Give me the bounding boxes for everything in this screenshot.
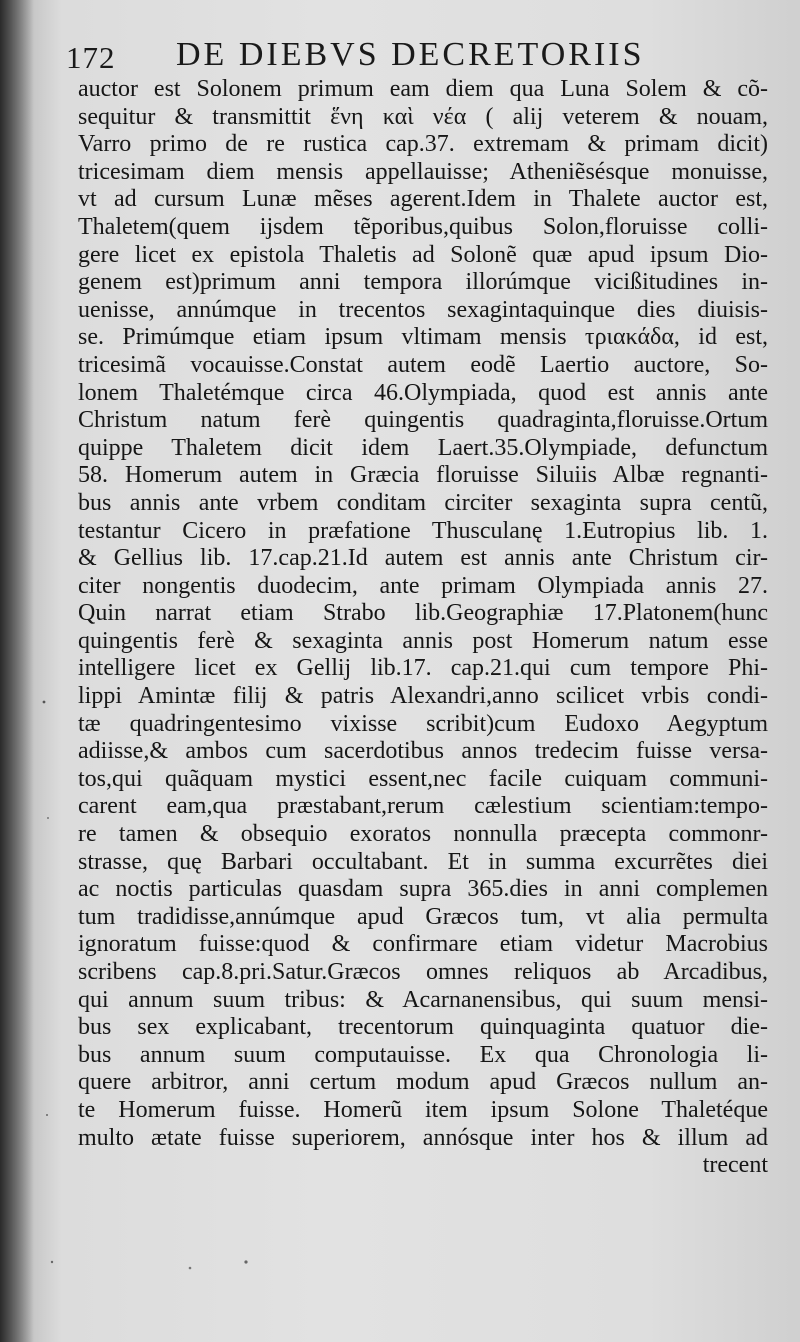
page-number: 172 — [66, 40, 116, 75]
text-line: Varro primo de re rustica cap.37. extremam & primam dicit) — [78, 131, 768, 158]
text-line: testantur Cicero in præfatione Thusculanę 1.Eutropius lib. 1. — [78, 517, 768, 544]
text-line: uenisse, annúmque in trecentos sexagintaquinque dies diuisis- — [78, 296, 768, 323]
text-line: intelligere licet ex Gellij lib.17. cap.21.qui cum tempore Phi- — [78, 655, 768, 682]
text-line: tæ quadringentesimo vixisse scribit)cum Eudoxo Aegyptum — [78, 710, 768, 737]
body-text — [78, 76, 768, 1180]
text-line: tricesimã vocauisse.Constat autem eodẽ Laertio auctore, So- — [78, 351, 768, 378]
text-line: gere licet ex epistola Thaletis ad Solonẽ quæ apud ipsum Dio- — [78, 241, 768, 268]
text-line: bus sex explicabant, trecentorum quinquaginta quatuor die- — [78, 1014, 768, 1041]
text-line: Quin narrat etiam Strabo lib.Geographiæ 17.Platonem(hunc — [78, 600, 768, 627]
text-line: bus annum suum computauisse. Ex qua Chronologia li- — [78, 1041, 768, 1068]
text-line: multo ætate fuisse superiorem, annósque inter hos & illum ad — [78, 1124, 768, 1151]
text-line: sequitur & transmittit ἕνη καὶ νέα ( alij veterem & nouam, — [78, 103, 768, 130]
text-line: lonem Thaletémque circa 46.Olympiada, quod est annis ante — [78, 379, 768, 406]
text-line: citer nongentis duodecim, ante primam Olympiada annis 27. — [78, 572, 768, 599]
page-header — [66, 36, 766, 80]
text-line: ignoratum fuisse:quod & confirmare etiam videtur Macrobius — [78, 931, 768, 958]
text-line: tos,qui quãquam mystici essent,nec facile cuiquam communi- — [78, 765, 768, 792]
text-line: te Homerum fuisse. Homerũ item ipsum Solone Thaletéque — [78, 1096, 768, 1123]
text-line: bus annis ante vrbem conditam circiter sexaginta supra centũ, — [78, 489, 768, 516]
text-line: & Gellius lib. 17.cap.21.Id autem est annis ante Christum cir- — [78, 545, 768, 572]
text-line: tricesimam diem mensis appellauisse; Atheniẽsésque monuisse, — [78, 158, 768, 185]
text-line: qui annum suum tribus: & Acarnanensibus, qui suum mensi- — [78, 986, 768, 1013]
text-line: quere arbitror, anni certum modum apud Græcos nullum an- — [78, 1069, 768, 1096]
text-line: genem est)primum anni tempora illorúmque vicißitudines in- — [78, 269, 768, 296]
text-line: 58. Homerum autem in Græcia floruisse Siluiis Albæ regnanti- — [78, 462, 768, 489]
text-line: se. Primúmque etiam ipsum vltimam mensis τριακάδα, id est, — [78, 324, 768, 351]
text-line: auctor est Solonem primum eam diem qua Luna Solem & cõ- — [78, 76, 768, 102]
catchword: trecent — [702, 1152, 768, 1179]
text-line: quippe Thaletem dicit idem Laert.35.Olympiade, defunctum — [78, 434, 768, 461]
text-line: vt ad cursum Lunæ mẽses agerent.Idem in Thalete auctor est, — [78, 186, 768, 213]
text-line: adiisse,& ambos cum sacerdotibus annos tredecim fuisse versa- — [78, 738, 768, 765]
text-line: Christum natum ferè quingentis quadraginta,floruisse.Ortum — [78, 407, 768, 434]
text-line: carent eam,qua præstabant,rerum cælestium scientiam:tempo- — [78, 793, 768, 820]
running-head: DE DIEBVS DECRETORIIS — [176, 36, 645, 73]
text-line: lippi Amintæ filij & patris Alexandri,anno scilicet vrbis condi- — [78, 683, 768, 710]
text-line: quingentis ferè & sexaginta annis post Homerum natum esse — [78, 627, 768, 654]
text-line: scribens cap.8.pri.Satur.Græcos omnes reliquos ab Arcadibus, — [78, 959, 768, 985]
text-line: tum tradidisse,annúmque apud Græcos tum, vt alia permulta — [78, 903, 768, 930]
text-line: ac noctis particulas quasdam supra 365.dies in anni complemen — [78, 876, 768, 903]
binding-gutter-shadow — [0, 0, 34, 1342]
text-line: Thaletem(quem ijsdem tẽporibus,quibus Solon,floruisse colli- — [78, 213, 768, 240]
text-line: re tamen & obsequio exoratos nonnulla præcepta commonr- — [78, 821, 768, 848]
text-line: strasse, quę Barbari occultabant. Et in summa excurrẽtes diei — [78, 848, 768, 875]
